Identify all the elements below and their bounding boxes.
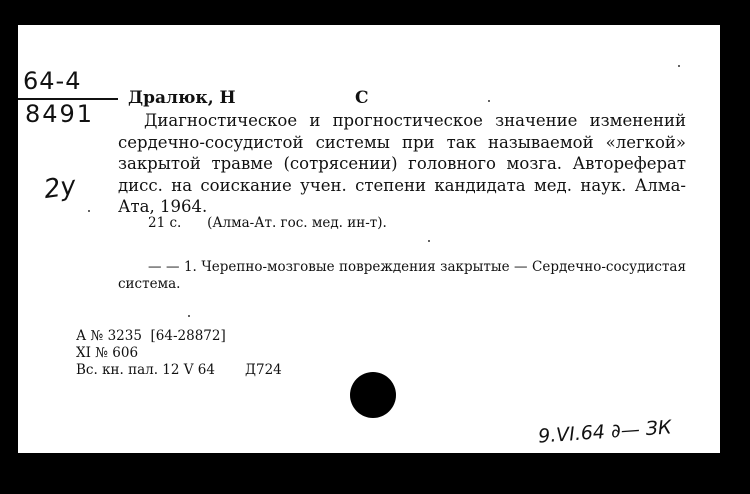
handwritten-mark: 2у	[42, 170, 78, 206]
registration-number: А № 3235 [64-28872]	[76, 328, 226, 344]
author-initial: С	[355, 88, 369, 108]
ink-speck	[488, 100, 490, 102]
punch-hole	[350, 372, 396, 418]
pagination-publisher: 21 с. (Алма-Ат. гос. мед. ин-т).	[148, 215, 387, 231]
call-number-top: 64-4	[23, 67, 82, 95]
call-number-bottom: 8491	[25, 100, 95, 128]
series-number: XI № 606	[76, 345, 139, 361]
ink-speck	[188, 315, 190, 317]
catalog-card	[18, 25, 720, 453]
subject-headings: — — 1. Черепно-мозговые повреждения закрытые — Сердечно-сосудистая система.	[118, 259, 686, 292]
author-name: Дралюк, Н	[128, 88, 236, 108]
work-title: Диагностическое и прогностическое значение изменений сердечно-сосудистой системы при так называемой «легкой» закрытой травме (сотрясении) головного мозга. Автореферат дисс. на соискание учен. степени кандидата мед. наук. Алма-Ата, 1964.	[118, 111, 686, 216]
ink-speck	[678, 65, 680, 67]
ink-speck	[88, 210, 90, 212]
book-chamber-note: Вс. кн. пал. 12 V 64 Д724	[76, 362, 282, 378]
handwritten-date: 9.VI.64 ∂— ЗК	[537, 416, 673, 448]
ink-speck	[428, 240, 430, 242]
